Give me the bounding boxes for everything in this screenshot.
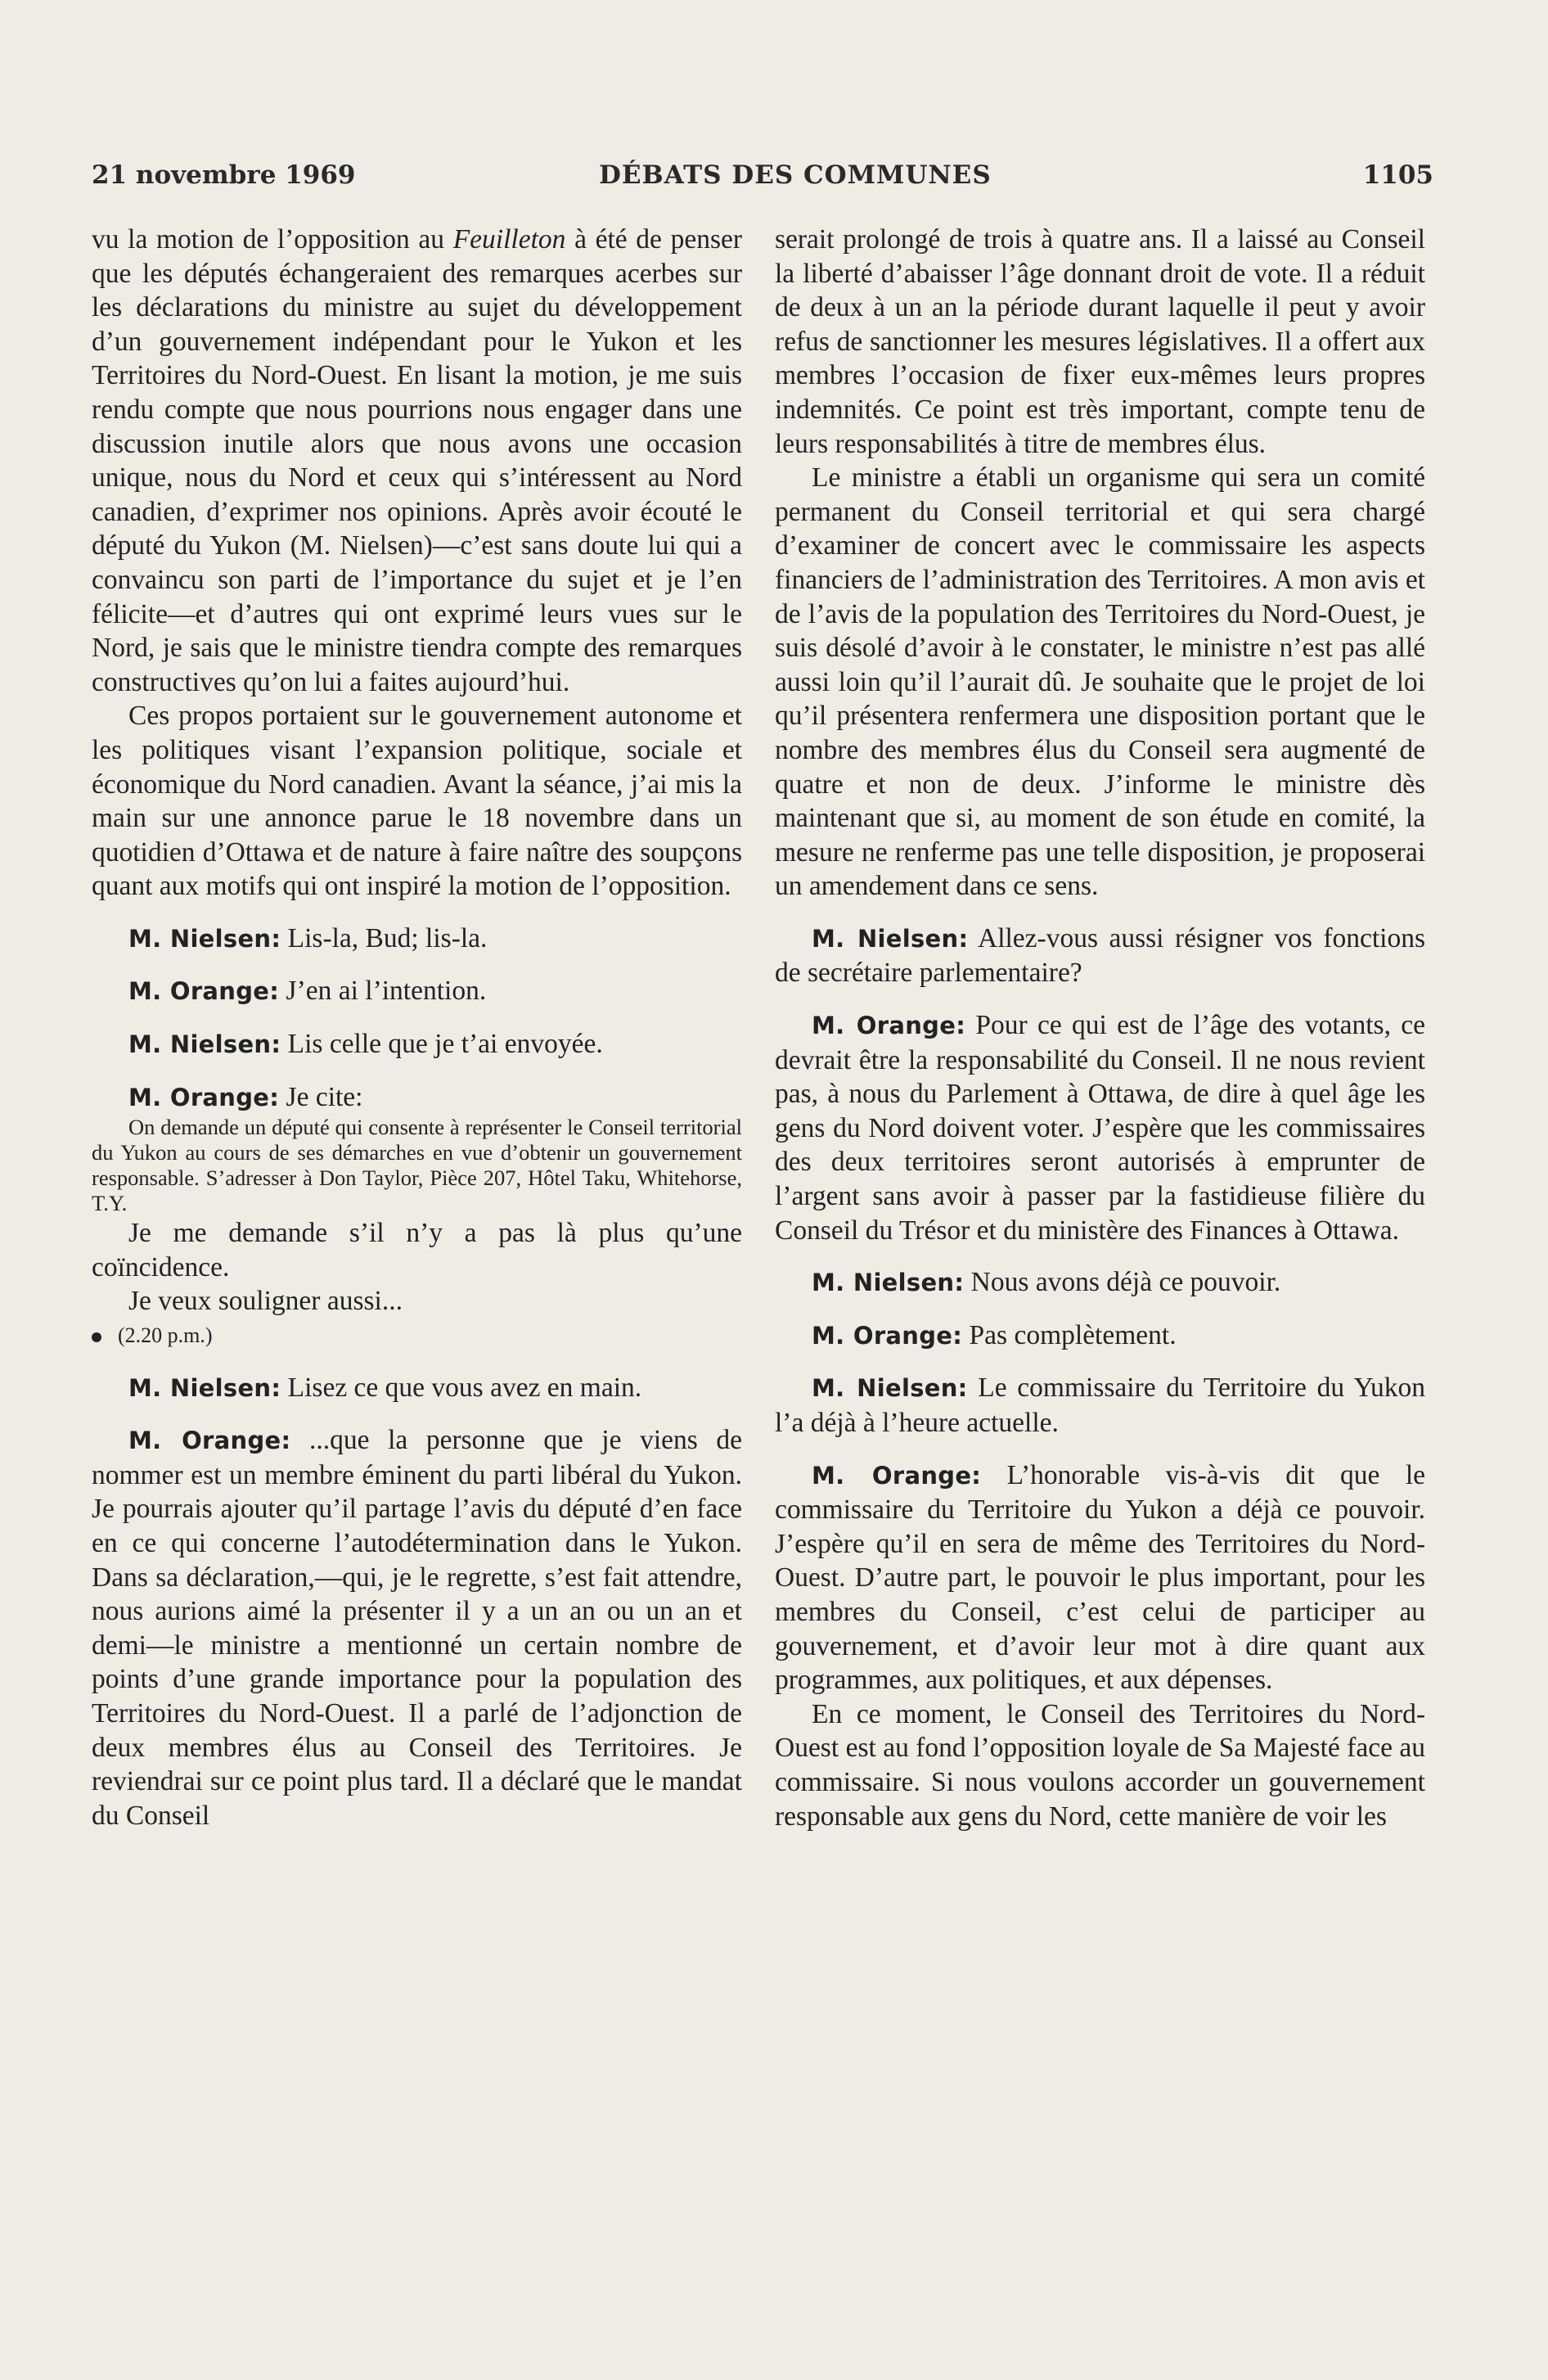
paragraph: En ce moment, le Conseil des Territoires du Nord-Ouest est au fond l’opposition loyale de Sa Majesté face au commissaire. Si nous voulons accorder un gouvernement responsable aux gens du Nord, cette manière de voir les: [775, 1698, 1425, 1832]
paragraph: Je veux souligner aussi...: [128, 1286, 403, 1317]
page-header: [92, 160, 1433, 201]
speaker-label: M. Orange:: [812, 1321, 963, 1350]
speech: M. Orange: Je cite:: [128, 1081, 363, 1112]
speaker-label: M. Orange:: [812, 1461, 982, 1490]
speech: M. Nielsen: Lis celle que je t’ai envoyée.: [128, 1029, 603, 1060]
speech: M. Nielsen: Allez-vous aussi résigner vos fonctions de secrétaire parlementaire?: [775, 922, 1426, 989]
bullet-icon: [92, 1332, 101, 1342]
speech: M. Orange: Pour ce qui est de l’âge des votants, ce devrait être la responsabilité du Conseil. Il ne nous revient pas, à nous du Parlement à Ottawa, de dire à quel âge les gens du Nord doivent voter. J’espère que les commissaires des deux territoires seront autorisés à emprunter de l’argent sans avoir à passer par la fastidieuse filière du Conseil du Trésor et du ministère des Finances à Ottawa.: [775, 1010, 1426, 1246]
italic-term: Feuilleton: [452, 224, 566, 255]
paragraph: Ces propos portaient sur le gouvernement autonome et les politiques visant l’expansion politique, sociale et économique du Nord canadien. Avant la séance, j’ai mis la main sur une annonce parue le 18 novembre dans un quotidien d’Ottawa et de nature à faire naître des soupçons quant aux motifs qui ont inspiré la motion de l’opposition.: [92, 701, 742, 902]
speech: M. Orange: L’honorable vis-à-vis dit que le commissaire du Territoire du Yukon a déjà ce pouvoir. J’espère qu’il en sera de même des Territoires du Nord-Ouest. D’autre part, le pouvoir le plus important, pour les membres du Conseil, c’est celui de participer au gouvernement, et d’avoir leur mot à dire quant aux programmes, aux politiques, et aux dépenses.: [775, 1459, 1425, 1696]
speaker-label: M. Nielsen:: [128, 1373, 281, 1402]
speech: M. Orange: J’en ai l’intention.: [128, 976, 487, 1007]
speaker-label: M. Nielsen:: [128, 1030, 281, 1059]
timestamp: (2.20 p.m.): [92, 1318, 742, 1353]
header-date: 21 novembre 1969: [92, 160, 356, 190]
paragraph: Je me demande s’il n’y a pas là plus qu’une coïncidence.: [92, 1218, 742, 1282]
speech: M. Orange: ...que la personne que je viens de nommer est un membre éminent du parti libéral du Yukon. Je pourrais ajouter qu’il partage l’avis du député d’en face en ce qui concerne l’autodétermination dans le Yukon. Dans sa déclaration,—qui, je le regrette, s’est fait attendre, nous aurions aimé la présenter il y a un an ou un an et demi—le ministre a mentionné un certain nombre de points d’une grande importance pour la population des Territoires du Nord-Ouest. Il a parlé de l’adjonction de deux membres élus au Conseil des Territoires. Je reviendrai sur ce point plus tard. Il a déclaré que le mandat du Conseil: [92, 1425, 742, 1831]
speaker-label: M. Orange:: [128, 1427, 291, 1455]
speaker-label: M. Orange:: [128, 1083, 280, 1111]
page-number: 1105: [1362, 160, 1433, 190]
speech: M. Nielsen: Lisez ce que vous avez en main.: [128, 1372, 642, 1403]
speaker-label: M. Nielsen:: [128, 924, 281, 953]
speaker-label: M. Nielsen:: [812, 924, 969, 953]
speaker-label: M. Orange:: [128, 977, 280, 1006]
header-title: DÉBATS DES COMMUNES: [599, 160, 992, 190]
paragraph: Le ministre a établi un organisme qui sera un comité permanent du Conseil territorial et qui sera chargé d’examiner de concert avec le commissaire les aspects financiers de l’administration des Territoires. A mon avis et de l’avis de la population des Territoires du Nord-Ouest, je suis désolé d’avoir à le constater, le ministre n’est pas allé aussi loin qu’il l’aurait dû. Je souhaite que le projet de loi qu’il présentera renfermera une disposition portant que le nombre des membres élus du Conseil sera augmenté de quatre et non de deux. J’informe le ministre dès maintenant que si, au moment de son étude en comité, la mesure ne renferme pas une telle disposition, je proposerai un amendement dans ce sens.: [775, 462, 1425, 902]
speech: M. Orange: Pas complètement.: [812, 1319, 1177, 1350]
speech: M. Nielsen: Lis-la, Bud; lis-la.: [128, 922, 488, 953]
speaker-label: M. Nielsen:: [812, 1374, 968, 1403]
paragraph: serait prolongé de trois à quatre ans. Il a laissé au Conseil la liberté d’abaisser l’âge donnant droit de vote. Il a réduit de deux à un an la période durant laquelle il peut y avoir refus de sanctionner les mesures législatives. Il a offert aux membres l’occasion de fixer eux-mêmes leurs propres indemnités. Ce point est très important, compte tenu de leurs responsabilités à titre de membres élus.: [775, 224, 1425, 459]
left-column: [92, 223, 742, 1832]
speech: M. Nielsen: Le commissaire du Territoire du Yukon l’a déjà à l’heure actuelle.: [775, 1373, 1425, 1438]
quoted-advertisement: On demande un député qui consente à représenter le Conseil territorial du Yukon au cours de ses démarches en vue d’obtenir un gouvernement responsable. S’adresser à Don Taylor, Pièce 207, Hôtel Taku, Whitehorse, T.Y.: [92, 1115, 742, 1216]
speech: M. Nielsen: Nous avons déjà ce pouvoir.: [812, 1267, 1281, 1298]
right-column: [775, 223, 1425, 1833]
speaker-label: M. Nielsen:: [812, 1269, 965, 1297]
speaker-label: M. Orange:: [812, 1012, 966, 1040]
paragraph: vu la motion de l’opposition au Feuilleton à été de penser que les députés échangeraient des remarques acerbes sur les déclarations du ministre au sujet du développement d’un gouvernement indépendant pour le Yukon et les Territoires du Nord-Ouest. En lisant la motion, je me suis rendu compte que nous pourrions nous engager dans une discussion inutile alors que nous avons une occasion unique, nous du Nord et ceux qui s’intéressent au Nord canadien, d’exprimer nos opinions. Après avoir écouté le député du Yukon (M. Nielsen)—c’est sans doute lui qui a convaincu son parti de l’importance du sujet et je l’en félicite—et d’autres qui ont exprimé leurs vues sur le Nord, je sais que le ministre tiendra compte des remarques constructives qu’on lui a faites aujourd’hui.: [92, 224, 743, 697]
